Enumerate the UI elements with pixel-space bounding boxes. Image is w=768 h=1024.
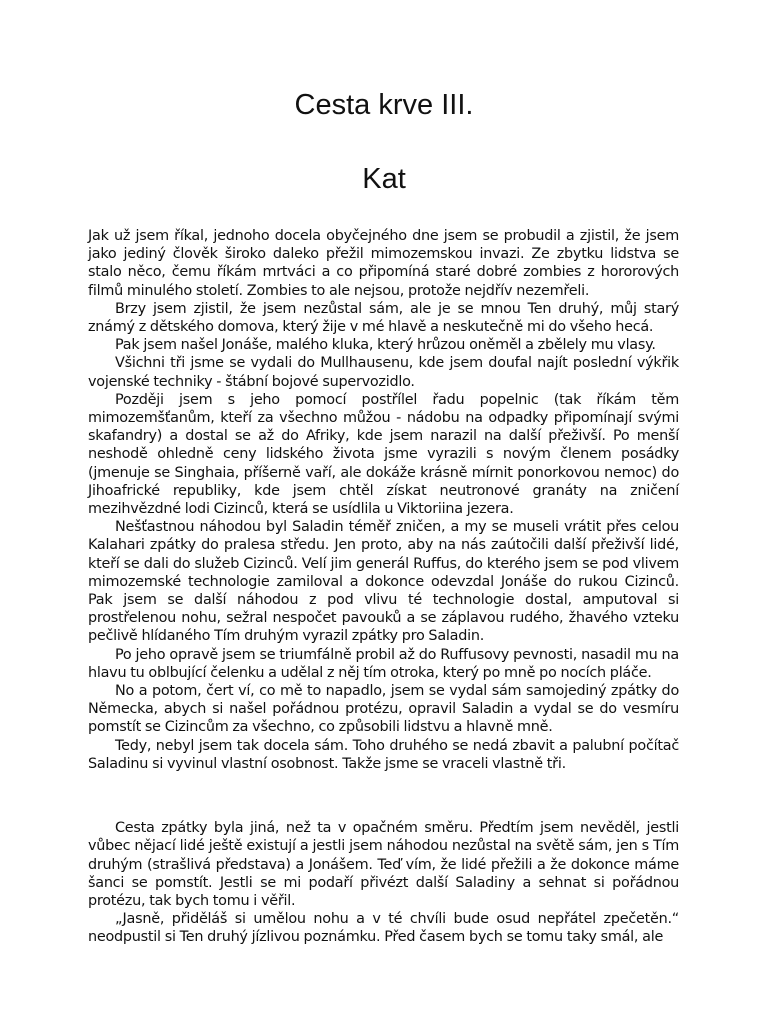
document-title: Cesta krve III. (294, 89, 474, 121)
paragraph: Jak už jsem říkal, jednoho docela obyčejného dne jsem se probudil a zjistil, že jsem jako jediný člověk široko daleko přežil mimozemskou invazi. Ze zbytku lidstva se stalo něco, čemu říkám mrtváci a co připomíná staré dobré zombies z hororových filmů minulého století. Zombies to ale nejsou, protože nejdřív nezemřeli. (88, 228, 679, 299)
paragraph: Cesta zpátky byla jiná, než ta v opačném směru. Předtím jsem nevěděl, jestli vůbec nějací lidé ještě existují a jestli jsem náhodou nezůstal na světě sám, jen s Tím druhým (strašlivá představa) a Jonášem. Teď vím, že lidé přežili a že dokonce máme šanci se pomstít. Jestli se mi podaří přivézt další Saladiny a sehnat si pořádnou protézu, tak bych tomu i věřil. (88, 820, 679, 909)
section-break (88, 773, 679, 819)
paragraph: Později jsem s jeho pomocí postřílel řadu popelnic (tak říkám těm mimozemšťanům, kteří za všechno můžou - nádobu na odpadky připomínají svými skafandry) a dostal se až do Afriky, kde jsem narazil na další přeživší. Po menší neshodě ohledně ceny lidského života jsme vyrazili s novým členem posádky (jmenuje se Singhaia, příšerně vaří, ale dokáže krásně mírnit ponorkovou nemoc) do Jihoafrické republiky, kde jsem chtěl získat neutronové granáty na zničení mezihvězdné lodi Cizinců, která se usídlila u Viktoriina jezera. (88, 391, 679, 518)
paragraph: Po jeho opravě jsem se triumfálně probil až do Ruffusovy pevnosti, nasadil mu na hlavu tu oblbující čelenku a udělal z něj tím otroka, který po mně po nocích pláče. (88, 646, 679, 681)
document-body (88, 227, 679, 947)
paragraph: „Jasně, přiděláš si umělou nohu a v té chvíli bude osud nepřátel zpečetěn.“ neodpustil si Ten druhý jízlivou poznámku. Před časem bych se tomu taky smál, ale (88, 911, 679, 946)
paragraph: Pak jsem našel Jonáše, malého kluka, který hrůzou oněměl a zbělely mu vlasy. (115, 337, 656, 354)
paragraph: No a potom, čert ví, co mě to napadlo, jsem se vydal sám samojediný zpátky do Německa, abych si našel pořádnou protézu, opravil Saladin a vydal se do vesmíru pomstít se Cizincům za všechno, co způsobili lidstvu a hlavně mně. (88, 683, 679, 736)
paragraph: Nešťastnou náhodou byl Saladin téměř zničen, a my se museli vrátit přes celou Kalahari zpátky do pralesa středu. Jen proto, aby na nás zaútočili další přeživší lidé, kteří se dali do služeb Cizinců. Velí jim generál Ruffus, do kterého jsem se pod vlivem mimozemské technologie zamiloval a dokonce odevzdal Jonáše do rukou Cizinců. Pak jsem se další náhodou z pod vlivu té technologie dostal, amputoval si prostřelenou nohu, sežral nespočet pavouků a se záplavou rudého, žhavého vzteku pečlivě hlídaného Tím druhým vyrazil zpátky pro Saladin. (88, 519, 679, 645)
paragraph: Všichni tři jsme se vydali do Mullhausenu, kde jsem doufal najít poslední výkřik vojenské techniky - štábní bojové supervozidlo. (88, 355, 679, 390)
chapter-title: Kat (362, 163, 406, 195)
paragraph: Brzy jsem zjistil, že jsem nezůstal sám, ale je se mnou Ten druhý, můj starý známý z dětského domova, který žije v mé hlavě a neskutečně mi do všeho hecá. (88, 300, 679, 336)
paragraph: Tedy, nebyl jsem tak docela sám. Toho druhého se nedá zbavit a palubní počítač Saladinu si vyvinul vlastní osobnost. Takže jsme se vraceli vlastně tři. (88, 737, 679, 772)
